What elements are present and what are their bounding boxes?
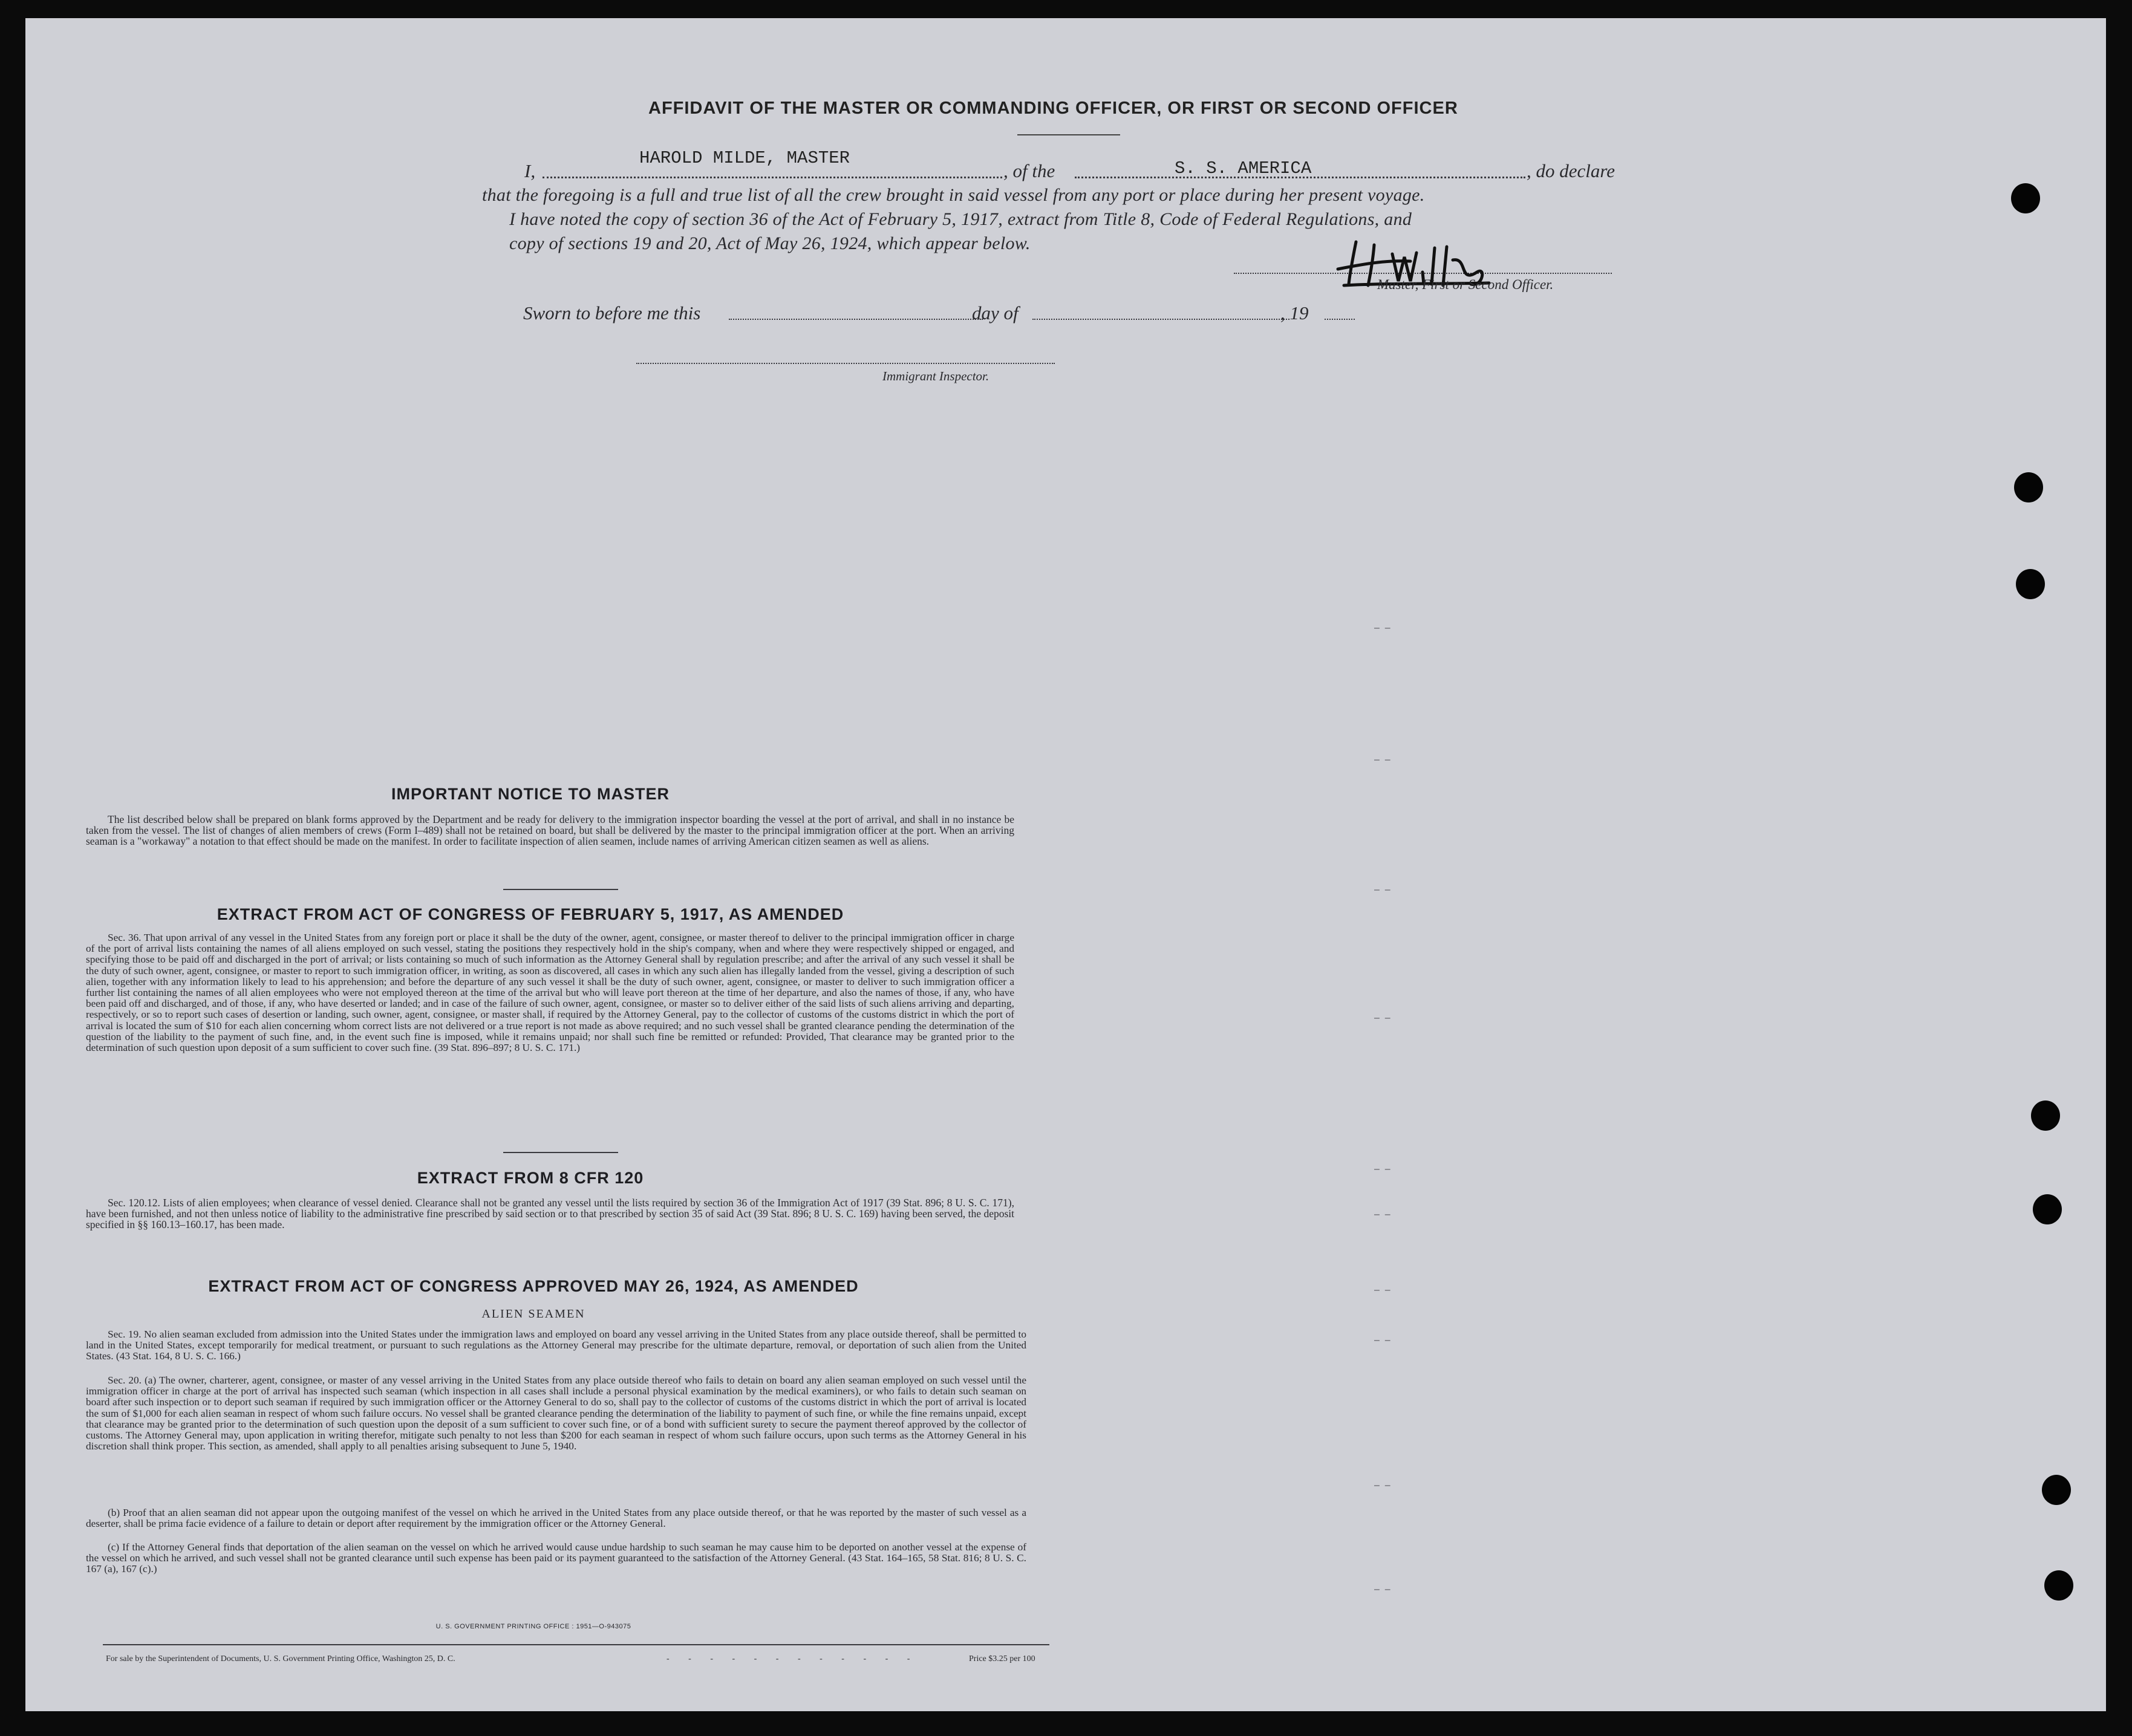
affidavit-line-3: I have noted the copy of section 36 of the Act of February 5, 1917, extract from Title 8, Code of Federal Regulations, and <box>509 209 1412 229</box>
title-divider <box>1017 134 1120 135</box>
binding-hole <box>2033 1194 2062 1224</box>
extract-cfr-body: Sec. 120.12. Lists of alien employees; when clearance of vessel denied. Clearance shall not be granted any vessel until the lists required by section 36 of the Immigration Act of 1917 (39 Stat. 896; 8 U. S. C. 171), have been furnished, and not then unless notice of liability to the administrative fine prescribed by said section or to that prescribed by section 35 of said Act (39 Stat. 896; 8 U. S. C. 169) having been served, the deposit specified in §§ 160.13–160.17, has been made. <box>86 1197 1014 1231</box>
sworn-day-line <box>729 319 983 320</box>
master-name-line <box>543 177 1002 178</box>
sworn-year-line <box>1325 319 1355 320</box>
extract-cfr-title: EXTRACT FROM 8 CFR 120 <box>417 1169 644 1187</box>
price-note: Price $3.25 per 100 <box>969 1654 1035 1663</box>
notice-body: The list described below shall be prepared on blank forms approved by the Department and be ready for delivery to the immigration inspector boarding the vessel at the port of arrival, and shall in no instance be taken from the vessel. The list of changes of alien members of crews (Form I–489) shall not be retained on board, but shall be delivered by the master to the principal immigration officer at the port. When an arriving seaman is a "workaway" a notation to that effect should be made on the manifest. In order to facilitate inspection of alien seamen, include names of arriving American citizen seamen as well as aliens. <box>86 813 1014 848</box>
extract-1917-title: EXTRACT FROM ACT OF CONGRESS OF FEBRUARY 5, 1917, AS AMENDED <box>217 905 844 923</box>
extract-1917-body: Sec. 36. That upon arrival of any vessel in the United States from any foreign port or place it shall be the duty of the owner, agent, consignee, or master thereof to deliver to the principal immigration officer in charge of the port of arrival lists containing the names of all aliens employed on such vessel, stating the positions they respectively hold in the ship's company, when and where they were respectively shipped or engaged, and specifying those to be paid off and discharged in the port of arrival; or lists containing so much of such information as the Attorney General shall by regulation prescribe; and after the arrival of any such vessel it shall be the duty of such owner, agent, consignee, or master to report to such immigration officer, in writing, as soon as discovered, all cases in which any such alien has illegally landed from the vessel, giving a description of such alien, together with any information likely to lead to his apprehension; and before the departure of any such vessel it shall be the duty of such owner, agent, consignee, or master to deliver to such immigration officer a further list containing the names of all alien employees who were not employed thereon at the time of the arrival but who will leave port thereon at the time of her departure, and also the names of those, if any, who have been paid off and discharged, and of those, if any, who have deserted or landed; and in case of the failure of such owner, agent, consignee, or master so to deliver either of the said lists of such aliens arriving and departing, respectively, or so to report such cases of desertion or landing, such owner, agent, consignee, or master shall, if required by the Attorney General, pay to the collector of customs of the customs district in which the port of arrival is located the sum of $10 for each alien concerning whom correct lists are not delivered or a true report is not made as above required; and no such vessel shall be granted clearance pending the determination of the question of the liability to the payment of such fine, and, in the event such fine is imposed, while it remains unpaid; nor shall such fine be remitted or refunded: Provided, That clearance may be granted prior to the determination of such question upon deposit of a sum sufficient to cover such fine. (39 Stat. 896–897; 8 U. S. C. 171.) <box>86 932 1014 1054</box>
binding-hole <box>2014 472 2043 502</box>
for-sale-note: For sale by the Superintendent of Documents, U. S. Government Printing Office, Washington 25, D. C. <box>106 1654 455 1663</box>
i-label: I, <box>524 160 536 181</box>
section-20b: (b) Proof that an alien seaman did not appear upon the outgoing manifest of the vessel on which he arrived in the United States from any place outside thereof, or that he was reported by the master of such vessel as a deserter, shall be prima facie evidence of a failure to detain or deport after requirement by the immigration officer or the Attorney General. <box>86 1507 1026 1530</box>
year-label: , 19 <box>1280 302 1309 323</box>
printing-office-note: U. S. GOVERNMENT PRINTING OFFICE : 1951—O-943075 <box>435 1623 631 1630</box>
affidavit-line-2: that the foregoing is a full and true list of all the crew brought in said vessel from any port or place during her present voyage. <box>482 185 1425 205</box>
inspector-signature-line <box>636 363 1055 364</box>
sworn-label: Sworn to before me this <box>523 302 701 323</box>
extract-1924-title: EXTRACT FROM ACT OF CONGRESS APPROVED MAY 26, 1924, AS AMENDED <box>208 1277 859 1295</box>
section-divider-1 <box>503 889 618 890</box>
binding-hole <box>2042 1475 2071 1505</box>
vessel-name: S. S. AMERICA <box>1175 158 1312 178</box>
footer-rule <box>103 1644 1049 1645</box>
form-page: AFFIDAVIT OF THE MASTER OR COMMANDING OFFICER, OR FIRST OR SECOND OFFICER I, HAROLD MILDE, MASTER , of the S. S. AMERICA , do declare that the foregoing is a full and true list of all the crew brought in said vessel from any port or place during her present voyage. I have noted the copy of section 36 of the Act of February 5, 1917, extract from Title 8, Code of Federal Regulations, and copy of sections 19 and 20, Act of May 26, 1924, which appear below. Master, First or Second Officer. Sworn to before me this day of , 19 Immigrant Inspector. IMPORTANT NOTICE TO MASTER The list described below shall be prepared on blank forms approved by the Department and be ready for delivery to the immigration inspector boarding the vessel at the port of arrival, and shall in no instance be taken from the vessel. The list of changes of alien members of crews (Form I–489) shall not be retained on board, but shall be delivered by the master to the principal immigration officer at the port. When an arriving seaman is a "workaway" a notation to that effect should be made on the manifest. In order to facilitate inspection of alien seamen, include names of arriving American citizen seamen as well as aliens. EXTRACT FROM ACT OF CONGRESS OF FEBRUARY 5, 1917, AS AMENDED Sec. 36. That upon arrival of any vessel in the United States from any foreign port or place it shall be the duty of the owner, agent, consignee, or master thereof to deliver to the principal immigration officer in charge of the port of arrival lists containing the names of all aliens employed on such vessel, stating the positions they respectively hold in the ship's company, when and where they were respectively shipped or engaged, and specifying those to be paid off and discharged in the port of arrival; or lists containing so much of such information as the Attorney General shall by regulation prescribe; and after the arrival of any such vessel it shall be the duty of such owner, agent, consignee, or master to report to such immigration officer, in writing, as soon as discovered, all cases in which any such alien has illegally landed from the vessel, giving a description of such alien, together with any information likely to lead to his apprehension; and before the departure of any such vessel it shall be the duty of such owner, agent, consignee, or master to deliver to such immigration officer a further list containing the names of all alien employees who were not employed thereon at the time of the arrival but who will leave port thereon at the time of her departure, and also the names of those, if any, who have been paid off and discharged, and of those, if any, who have deserted or landed; and in case of the failure of such owner, agent, consignee, or master so to deliver either of the said lists of such aliens arriving and departing, respectively, or so to report such cases of desertion or landing, such owner, agent, consignee, or master shall, if required by the Attorney General, pay to the collector of customs of the customs district in which the port of arrival is located the sum of $10 for each alien concerning whom correct lists are not delivered or a true report is not made as above required; and no such vessel shall be granted clearance pending the determination of the question of the liability to the payment of such fine, and, in the event such fine is imposed, while it remains unpaid; nor shall such fine be remitted or refunded: Provided, That clearance may be granted prior to the determination of such question upon deposit of a sum sufficient to cover such fine. (39 Stat. 896–897; 8 U. S. C. 171.) EXTRACT FROM 8 CFR 120 Sec. 120.12. Lists of alien employees; when clearance of vessel denied. Clearance shall not be granted any vessel until the lists required by section 36 of the Immigration Act of 1917 (39 Stat. 896; 8 U. S. C. 171), have been furnished, and not then unless notice of liability to the administrative fine prescribed by said section or to that prescribed by section 35 of said Act (39 Stat. 896; 8 U. S. C. 169) having been served, the deposit specified in §§ 160.13–160.17, has been made. EXTRACT FROM ACT OF CONGRESS APPROVED MAY 26, 1924, AS AMENDED ALIEN SEAMEN Sec. 19. No alien seaman excluded from admission into the United States under the immigration laws and employed on board any vessel arriving in the United States from any place outside thereof, shall be permitted to land in the United States, except temporarily for medical treatment, or pursuant to such regulations as the Attorney General may prescribe for the ultimate departure, removal, or deportation of such alien from the United States. (43 Stat. 164, 8 U. S. C. 166.) Sec. 20. (a) The owner, charterer, agent, consignee, or master of any vessel arriving in the United States from any place outside thereof who fails to detain on board any alien seaman employed on such vessel until the immigration officer in charge at the port of arrival has inspected such seaman (which inspection in all cases shall include a personal physical examination by the medical examiners), or who fails to detain such seaman on board after such inspection or to deport such seaman if required by such immigration officer or the Attorney General to do so, shall pay to the collector of customs of the customs district in which the port of arrival is located the sum of $1,000 for each alien seaman in respect of whom such failure occurs. No vessel shall be granted clearance pending the determination of the liability to payment of such fine, or while the fine remains unpaid, except that clearance may be granted prior to the determination of such question upon the deposit of a sum sufficient to cover such fine, or of a bond with sufficient surety to secure the payment thereof approved by the collector of customs. The Attorney General may, upon application in writing therefor, mitigate such penalty to not less than $200 for each seaman in respect of whom such failure occurs, upon such terms as the Attorney General in his discretion shall think proper. This section, as amended, shall apply to all penalties arising subsequent to June 5, 1940. (b) Proof that an alien seaman did not appear upon the outgoing manifest of the vessel on which he arrived in the United States from any place outside thereof, or that he was reported by the master of such vessel as a deserter, shall be prima facie evidence of a failure to detain or deport after requirement by the immigration officer or the Attorney General. (c) If the Attorney General finds that deportation of the alien seaman on the vessel on which he arrived would cause undue hardship to such seaman he may cause him to be deported on another vessel at the expense of the vessel on which he arrived, and such vessel shall not be granted clearance until such expense has been paid or its payment guaranteed to the satisfaction of the Attorney General. (43 Stat. 164–165, 58 Stat. 816; 8 U. S. C. 167 (a), 167 (c).) U. S. GOVERNMENT PRINTING OFFICE : 1951—O-943075 For sale by the Superintendent of Documents, U. S. Government Printing Office, Washington 25, D. C. - - - - - - - - - - - - Price $3.25 per 100 – – – – – – – – – – – – – – – – – – – – <box>25 18 2106 1711</box>
affidavit-line-4: copy of sections 19 and 20, Act of May 26, 1924, which appear below. <box>509 233 1031 253</box>
affidavit-title: AFFIDAVIT OF THE MASTER OR COMMANDING OFFICER, OR FIRST OR SECOND OFFICER <box>648 99 1458 118</box>
binding-hole <box>2031 1100 2060 1131</box>
sworn-month-line <box>1032 319 1289 320</box>
day-of-label: day of <box>972 302 1019 323</box>
master-name: HAROLD MILDE, MASTER <box>639 148 850 168</box>
binding-hole <box>2016 569 2045 599</box>
section-20c: (c) If the Attorney General finds that deportation of the alien seaman on the vessel on which he arrived would cause undue hardship to such seaman he may cause him to be deported on another vessel at the expense of the vessel on which he arrived, and such vessel shall not be granted clearance until such expense has been paid or its payment guaranteed to the satisfaction of the Attorney General. (43 Stat. 164–165, 58 Stat. 816; 8 U. S. C. 167 (a), 167 (c).) <box>86 1541 1026 1575</box>
of-the-label: , of the <box>1003 160 1055 181</box>
binding-hole <box>2044 1570 2073 1601</box>
alien-seamen-subtitle: ALIEN SEAMEN <box>481 1307 585 1321</box>
binding-hole <box>2011 183 2040 213</box>
footer-dot-leader: - - - - - - - - - - - - <box>667 1654 919 1663</box>
section-20a: Sec. 20. (a) The owner, charterer, agent, consignee, or master of any vessel arriving in the United States from any place outside thereof who fails to detain on board any alien seaman employed on such vessel until the immigration officer in charge at the port of arrival has inspected such seaman (which inspection in all cases shall include a personal physical examination by the medical examiners), or who fails to detain such seaman on board after such inspection or to deport such seaman if required by such immigration officer or the Attorney General to do so, shall pay to the collector of customs of the customs district in which the port of arrival is located the sum of $1,000 for each alien seaman in respect of whom such failure occurs. No vessel shall be granted clearance pending the determination of the liability to payment of such fine, or while the fine remains unpaid, except that clearance may be granted prior to the determination of such question upon the deposit of a sum sufficient to cover such fine, or of a bond with sufficient surety to secure the payment thereof approved by the collector of customs. The Attorney General may, upon application in writing therefor, mitigate such penalty to not less than $200 for each seaman in respect of whom such failure occurs, upon such terms as the Attorney General in his discretion shall think proper. This section, as amended, shall apply to all penalties arising subsequent to June 5, 1940. <box>86 1374 1026 1452</box>
inspector-caption: Immigrant Inspector. <box>882 369 989 383</box>
section-19: Sec. 19. No alien seaman excluded from admission into the United States under the immigration laws and employed on board any vessel arriving in the United States from any place outside thereof, shall be permitted to land in the United States, except temporarily for medical treatment, or pursuant to such regulations as the Attorney General may prescribe for the ultimate departure, removal, or deportation of such alien from the United States. (43 Stat. 164, 8 U. S. C. 166.) <box>86 1328 1026 1362</box>
signature-caption: Master, First or Second Officer. <box>1377 277 1554 292</box>
do-declare-label: , do declare <box>1527 160 1615 181</box>
section-divider-2 <box>503 1152 618 1153</box>
notice-title: IMPORTANT NOTICE TO MASTER <box>391 785 670 803</box>
